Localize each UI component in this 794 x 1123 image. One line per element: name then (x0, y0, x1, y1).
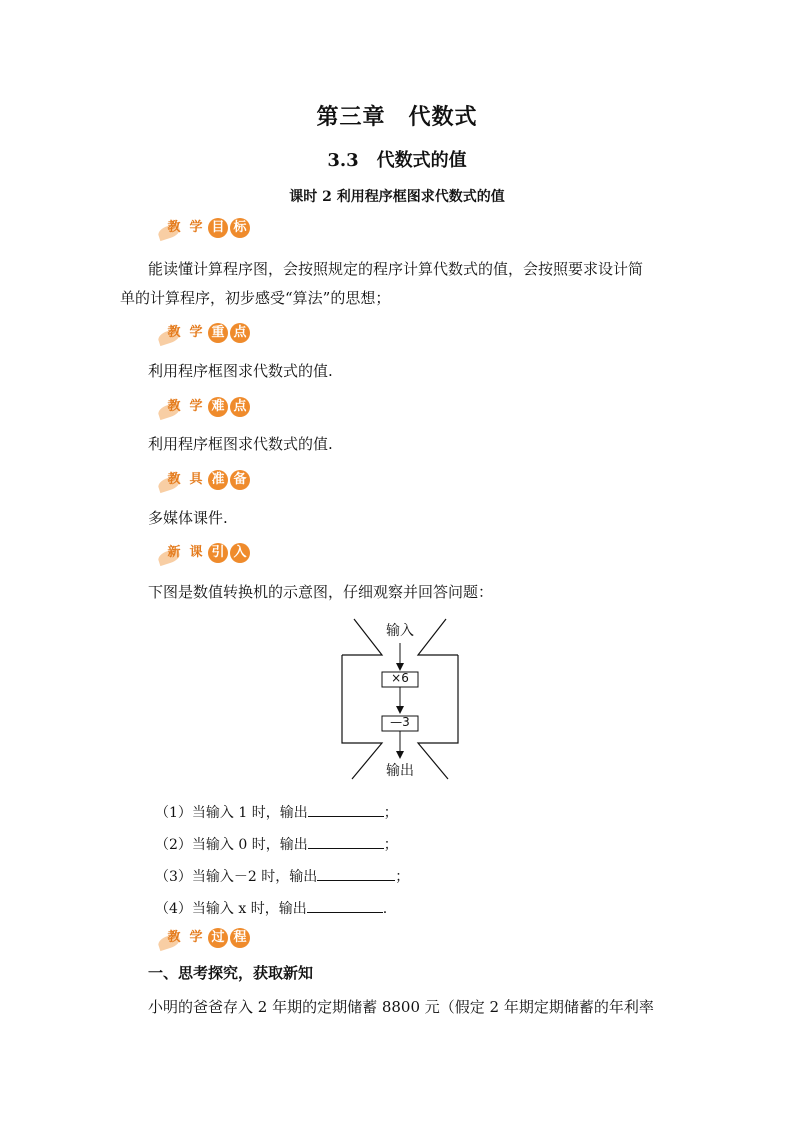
intro-text: 下图是数值转换机的示意图，仔细观察并回答问题： (148, 583, 494, 601)
tag-char: 学 (189, 399, 203, 414)
question-4: （4）当输入 x 时，输出 . (155, 896, 387, 918)
tag-char: 新 (167, 545, 181, 560)
tag-char: 目 (208, 218, 228, 238)
process-subheading: 一、思考探究，获取新知 (148, 964, 314, 982)
objectives-line-2: 单的计算程序，初步感受“算法”的思想； (120, 289, 391, 307)
tag-char: 教 (167, 220, 181, 235)
intro-tag (164, 540, 252, 566)
tag-char: 课 (189, 545, 203, 560)
tag-char: 学 (189, 930, 203, 945)
answer-blank[interactable] (307, 896, 383, 913)
process-tag (164, 925, 252, 951)
tag-char: 具 (189, 472, 203, 487)
process-text: 小明的爸爸存入 2 年期的定期储蓄 8800 元（假定 2 年期定期储蓄的年利率 (148, 998, 654, 1016)
key-points-tag (164, 320, 252, 346)
tag-char: 教 (167, 399, 181, 414)
answer-blank[interactable] (308, 800, 384, 817)
section-title: 3.3 代数式的值 (327, 150, 467, 171)
tag-char: 程 (230, 928, 250, 948)
tag-char: 过 (208, 928, 228, 948)
question-3: （3）当输入－2 时，输出 ； (155, 864, 409, 886)
difficulties-text: 利用程序框图求代数式的值. (148, 435, 333, 453)
question-1: （1）当输入 1 时，输出 ； (155, 800, 398, 822)
lesson-title: 课时 2 利用程序框图求代数式的值 (289, 189, 505, 205)
key-points-text: 利用程序框图求代数式的值. (148, 362, 333, 380)
answer-blank[interactable] (317, 864, 395, 881)
diagram-output-label: 输出 (386, 763, 414, 779)
tag-char: 教 (167, 325, 181, 340)
tag-char: 学 (189, 325, 203, 340)
tag-char: 准 (208, 470, 228, 490)
tag-char: 点 (230, 323, 250, 343)
difficulties-tag (164, 394, 252, 420)
diagram-op-subtract: —3 (390, 715, 410, 729)
tag-char: 重 (208, 323, 228, 343)
chapter-title: 第三章 代数式 (316, 104, 478, 130)
tag-char: 难 (208, 397, 228, 417)
diagram-input-label: 输入 (386, 623, 414, 639)
objectives-line-1: 能读懂计算程序图，会按照规定的程序计算代数式的值，会按照要求设计简 (148, 260, 644, 278)
question-2: （2）当输入 0 时，输出 ； (155, 832, 398, 854)
tag-char: 教 (167, 930, 181, 945)
tag-char: 教 (167, 472, 181, 487)
materials-text: 多媒体课件. (148, 509, 228, 527)
diagram-op-multiply: ×6 (391, 671, 409, 685)
tag-char: 备 (230, 470, 250, 490)
tag-char: 学 (189, 220, 203, 235)
objectives-tag (164, 215, 252, 241)
materials-tag (164, 467, 252, 493)
tag-char: 标 (230, 218, 250, 238)
tag-char: 点 (230, 397, 250, 417)
answer-blank[interactable] (308, 832, 384, 849)
tag-char: 引 (208, 543, 228, 563)
tag-char: 入 (230, 543, 250, 563)
